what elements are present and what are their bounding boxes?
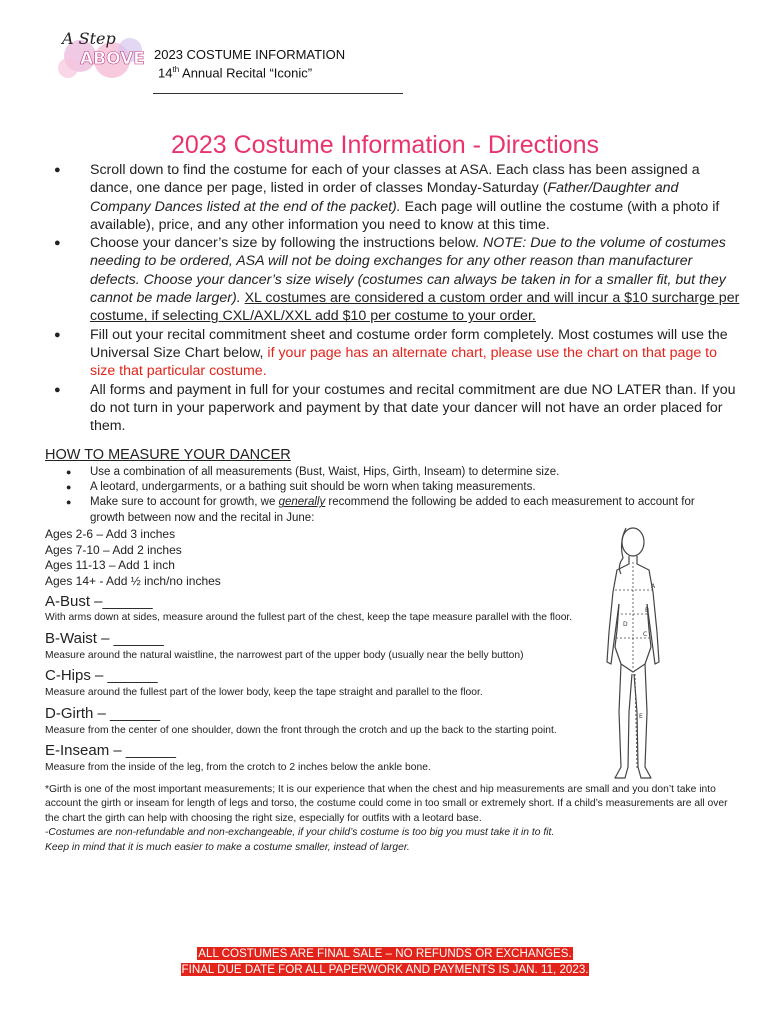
hips-heading: C-Hips – ______ — [45, 667, 158, 684]
list-item: ● Scroll down to find the costume for each of your classes at ASA. Each class has been assigned a dance, one dance per page, listed in order of classes Monday-Saturday (Father/Daughter and Company Dances listed at the end of the packet). Each page will outline the costume (with a photo if available), price, and any other information you need to know at this time. — [52, 161, 742, 234]
list-item: ● Fill out your recital commitment sheet and costume order form completely. Most costumes will use the Universal Size Chart below, if your page has an alternate chart, please use the chart on that page to size that particular costume. — [52, 326, 742, 381]
waist-text: Measure around the natural waistline, the narrowest part of the upper body (usually near the belly button) — [45, 650, 524, 661]
notes — [45, 783, 735, 855]
bust-heading: A-Bust –______ — [45, 593, 153, 610]
body-figure — [595, 522, 675, 784]
header-subtitle: 14th Annual Recital “Iconic” — [158, 65, 313, 81]
figure-label: E — [639, 713, 643, 720]
sizing-note: Keep in mind that it is much easier to make a costume smaller, instead of larger. — [45, 841, 410, 853]
svg-text:A Step: A Step — [62, 29, 116, 48]
list-item: ● Use a combination of all measurements (Bust, Waist, Hips, Girth, Inseam) to determine size. — [62, 465, 732, 480]
age-rule: Ages 2-6 – Add 3 inches — [45, 527, 176, 541]
svg-text:ABOVE: ABOVE — [80, 49, 145, 69]
inseam-heading: E-Inseam – ______ — [45, 742, 176, 759]
logo — [50, 22, 150, 80]
figure-label: A — [651, 583, 656, 590]
girth-text: Measure from the center of one shoulder, down the front through the crotch and up the back to the starting point. — [45, 725, 557, 736]
age-rule: Ages 14+ - Add ½ inch/no inches — [45, 573, 221, 588]
list-item: ● Make sure to account for growth, we generally recommend the following be added to each measurement to account for growth between now and the recital in June: — [62, 495, 732, 525]
figure-label: C — [643, 631, 648, 638]
header-rule — [153, 93, 403, 94]
bust-text: With arms down at sides, measure around the fullest part of the chest, keep the tape measure parallel with the floor. — [45, 612, 573, 623]
list-item: ● A leotard, undergarments, or a bathing suit should be worn when taking measurements. — [62, 480, 732, 495]
list-item: ● Choose your dancer’s size by following the instructions below. NOTE: Due to the volume of costumes needing to be ordered, ASA will not be doing exchanges for any other reason than manufacturer defects. Choose your dancer’s size wisely (costumes can always be taken in for a smaller fit, but they cannot be made larger). XL costumes are considered a custom order and will incur a $10 surcharge per costume, if selecting CXL/AXL/XXL add $10 per costume to your order. — [52, 234, 742, 325]
figure-label: D — [623, 621, 628, 628]
measure-tips — [62, 465, 732, 526]
page-title: 2023 Costume Information - Directions — [171, 131, 599, 159]
header-title: 2023 COSTUME INFORMATION — [154, 47, 346, 62]
age-rule: Ages 11-13 – Add 1 inch — [45, 558, 175, 573]
section-heading: HOW TO MEASURE YOUR DANCER — [45, 447, 291, 463]
refund-note: -Costumes are non-refundable and non-exchangeable, if your child’s costume is too big you must take it in to fit. — [45, 827, 555, 839]
list-item: ● All forms and payment in full for your costumes and recital commitment are due NO LATER than. If you do not turn in your paperwork and payment by that date your dancer will not have an order placed for them. — [52, 381, 742, 436]
girth-note: *Girth is one of the most important measurements; It is our experience that when the chest and hip measurements are small and you don’t take into account the girth or inseam for length of legs and torso, the costume could come in too small or extremely short. If a child’s measurements are all over the chart the girth can help with choosing the right size, especially for outfits with a leotard base. — [45, 784, 728, 824]
directions-list — [52, 161, 742, 435]
final-sale-notice: ALL COSTUMES ARE FINAL SALE – NO REFUNDS OR EXCHANGES. — [198, 947, 572, 960]
growth-allowances — [45, 527, 221, 589]
age-rule: Ages 7-10 – Add 2 inches — [45, 542, 182, 557]
hips-text: Measure around the fullest part of the lower body, keep the tape straight and parallel to the floor. — [45, 687, 483, 698]
inseam-text: Measure from the inside of the leg, from the crotch to 2 inches below the ankle bone. — [45, 762, 431, 773]
waist-heading: B-Waist – ______ — [45, 630, 164, 647]
girth-heading: D-Girth – ______ — [45, 705, 161, 722]
due-date-notice: FINAL DUE DATE FOR ALL PAPERWORK AND PAYMENTS IS JAN. 11, 2023. — [181, 963, 589, 976]
figure-label: B — [645, 607, 650, 614]
